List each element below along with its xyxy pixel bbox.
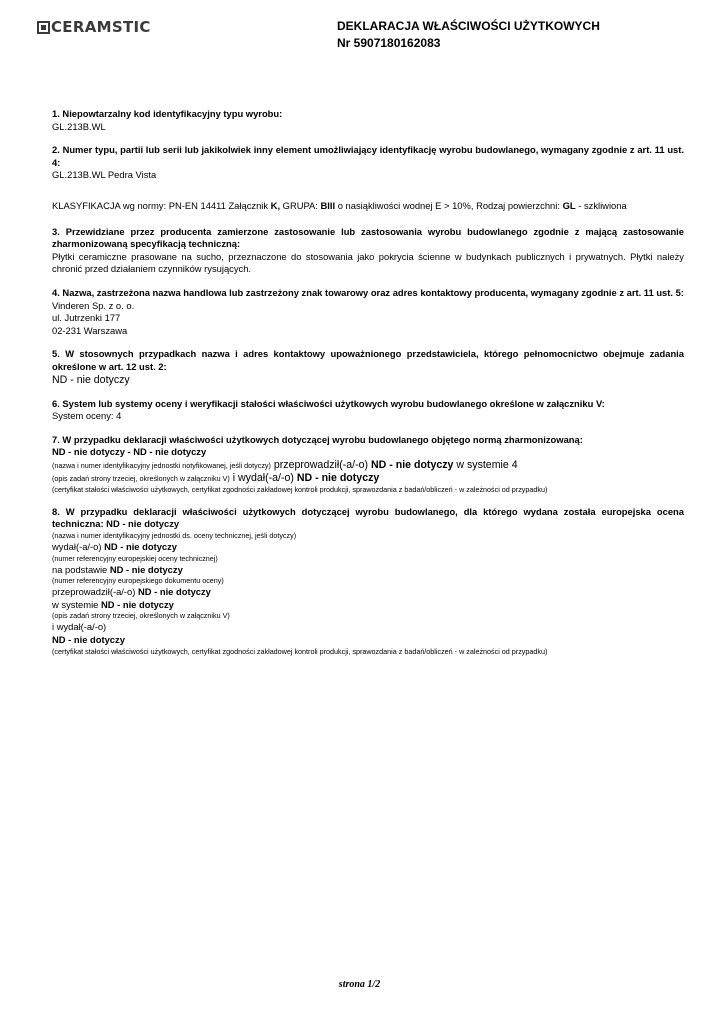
classification-group: BIII — [320, 199, 336, 211]
section-4-heading: 4. Nazwa, zastrzeżona nazwa handlowa lub zastrzeżony znak towarowy oraz adres kontaktowy producenta, wymagany zgodnie z art. 11 ust. 5: — [52, 286, 684, 298]
section-6 — [52, 398, 684, 423]
company-logo — [37, 17, 151, 37]
section-3 — [52, 226, 684, 276]
section-7-note-2: (opis zadań strony trzeciej, określonych w załączniku V) — [52, 473, 230, 483]
classification-text-4: - szkliwiona — [575, 199, 627, 211]
classification-line — [52, 200, 684, 213]
section-8-text-5: w systemie — [52, 598, 101, 610]
section-8-text-2: wydał(-a/-o) — [52, 541, 105, 553]
section-3-value: Płytki ceramiczne prasowane na sucho, przeznaczone do stosowania jako pokrycia ścienne w budynkach publicznych i prywatnych. Płytki należy chronić przed działaniem czynników rysujących. — [52, 250, 684, 275]
classification-text-1: KLASYFIKACJA wg normy: PN-EN 14411 Załącznik — [52, 199, 271, 211]
section-7-heading: 7. W przypadku deklaracji właściwości użytkowych dotyczącej wyrobu budowlanego objętego normą zharmonizowaną: — [52, 433, 583, 445]
classification-text-3: o nasiąkliwości wodnej E > 10%, Rodzaj powierzchni: — [335, 199, 563, 211]
manufacturer-street: ul. Jutrzenki 177 — [52, 312, 121, 324]
section-2 — [52, 144, 684, 182]
section-7-text-3: i wydał(-a/-o) — [229, 471, 297, 484]
document-number: Nr 5907180162083 — [337, 36, 441, 50]
section-8-note-2: (numer referencyjny europejskiej oceny technicznej) — [52, 553, 218, 563]
section-1 — [52, 108, 684, 133]
section-6-value: System oceny: 4 — [52, 410, 122, 422]
section-8-value-4: ND - nie dotyczy — [137, 586, 211, 598]
section-8-note-3: (numer referencyjny europejskiego dokumentu oceny) — [52, 576, 224, 586]
classification-annex: K, — [270, 199, 281, 211]
section-7-value-1: ND - nie dotyczy — [371, 458, 454, 471]
section-8-text-6: i wydał(-a/-o) — [52, 621, 107, 633]
section-3-heading: 3. Przewidziane przez producenta zamierzone zastosowanie lub zastosowania wyrobu budowlanego zgodnie z mającą zastosowanie zharmonizowaną specyfikacją techniczną: — [52, 225, 684, 250]
section-7-note-3: (certyfikat stałości właściwości użytkowych, certyfikat zgodności zakładowej kontroli produkcji, sprawozdania z badań/obliczeń - w zależności od przypadku) — [52, 484, 548, 494]
document-header — [337, 18, 600, 52]
section-5-value: ND - nie dotyczy — [52, 373, 130, 386]
section-5-heading: 5. W stosownych przypadkach nazwa i adres kontaktowy upoważnionego przedstawiciela, którego pełnomocnictwo obejmuje zadania określone w art. 12 ust. 2: — [52, 348, 684, 372]
section-7 — [52, 434, 684, 495]
manufacturer-name: Vinderen Sp. z o. o. — [52, 299, 135, 311]
section-1-value: GL.213B.WL — [52, 120, 106, 132]
page-footer — [0, 979, 725, 990]
section-8-text-4: przeprowadził(-a/-o) — [52, 586, 138, 598]
classification-surface: GL — [562, 199, 576, 211]
document-title: DEKLARACJA WŁAŚCIWOŚCI UŻYTKOWYCH — [337, 19, 600, 33]
section-6-heading: 6. System lub systemy oceny i weryfikacji stałości właściwości użytkowych wyrobu budowlanego określone w załączniku V: — [52, 397, 605, 409]
section-7-value-2: ND - nie dotyczy — [296, 471, 380, 484]
section-4 — [52, 287, 684, 337]
logo-icon — [37, 21, 50, 34]
document-body — [52, 108, 684, 668]
section-8-note-4: (opis zadań strony trzeciej, określonych w załączniku V) — [52, 611, 230, 621]
section-2-value: GL.213B.WL Pedra Vista — [52, 169, 157, 181]
section-7-line-1: ND - nie dotyczy - ND - nie dotyczy — [52, 446, 207, 458]
section-8-heading: 8. W przypadku deklaracji właściwości użytkowych dotyczącej wyrobu budowlanego, dla którego wydana została europejska ocena techniczna: ND - nie dotyczy — [52, 505, 684, 530]
manufacturer-city: 02-231 Warszawa — [52, 324, 128, 336]
section-8-note-1: (nazwa i numer identyfikacyjny jednostki ds. oceny technicznej, jeśli dotyczy) — [52, 531, 297, 541]
section-5 — [52, 348, 684, 386]
logo-text: CERAMSTIC — [51, 18, 151, 36]
section-8-value-3: ND - nie dotyczy — [109, 563, 183, 575]
section-8-value-2: ND - nie dotyczy — [104, 541, 178, 553]
section-8 — [52, 506, 684, 657]
section-7-note-1: (nazwa i numer identyfikacyjny jednostki notyfikowanej, jeśli dotyczy) — [52, 460, 271, 470]
section-8-value-5: ND - nie dotyczy — [100, 598, 174, 610]
page-number: strona 1/2 — [338, 979, 381, 990]
section-2-heading: 2. Numer typu, partii lub serii lub jakikolwiek inny element umożliwiający identyfikację wyrobu budowlanego, wymagany zgodnie z art. 11 ust. 4: — [52, 144, 684, 168]
section-7-text-2: w systemie 4 — [453, 458, 518, 471]
section-7-text-1: przeprowadził(-a/-o) — [270, 458, 372, 471]
section-8-value-7: ND - nie dotyczy — [52, 634, 125, 646]
section-1-heading: 1. Niepowtarzalny kod identyfikacyjny typu wyrobu: — [52, 108, 283, 119]
classification-text-2: GRUPA: — [280, 199, 321, 211]
section-8-text-3: na podstawie — [52, 563, 110, 575]
section-8-note-5: (certyfikat stałości właściwości użytkowych, certyfikat zgodności zakładowej kontroli produkcji, sprawozdania z badań/obliczeń - w zależności od przypadku) — [52, 646, 548, 656]
